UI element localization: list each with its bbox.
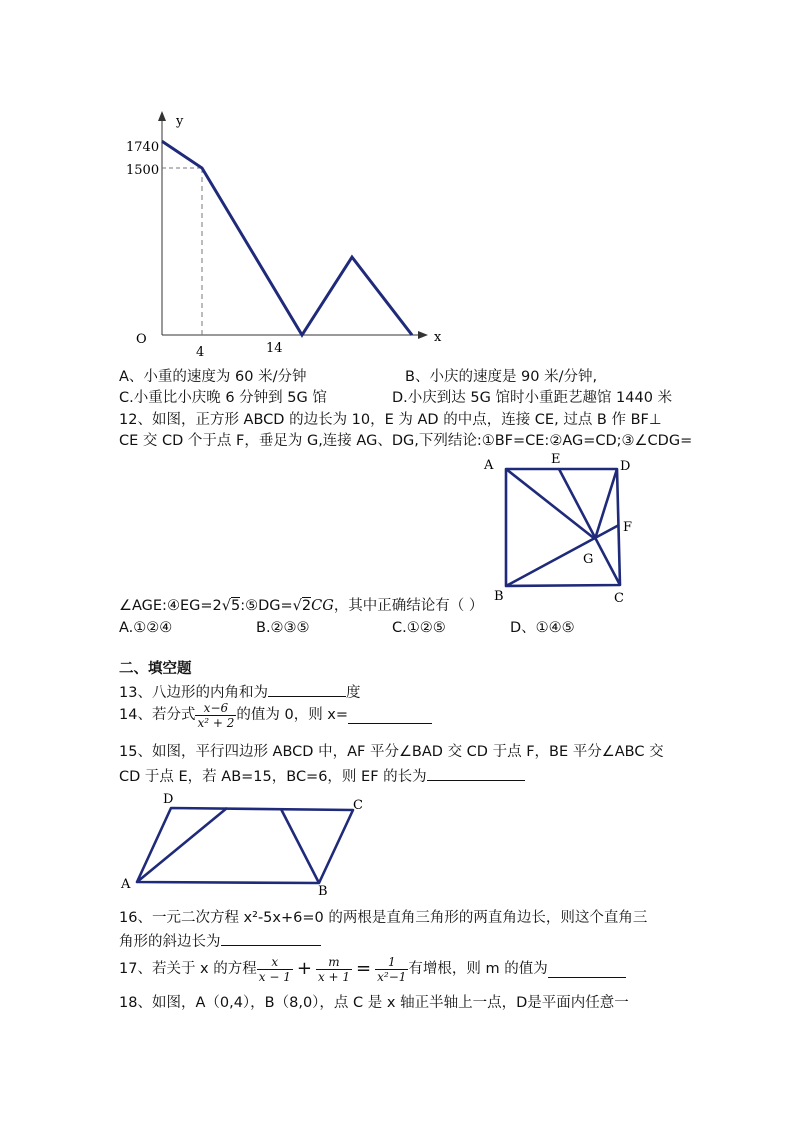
graph-line [162,141,412,335]
q17-equals: = [356,958,372,979]
q15-line1: 15、如图，平行四边形 ABCD 中，AF 平分∠BAD 交 CD 于点 F，BE 平分∠ABC 交 [119,744,664,760]
label-b: B [318,884,328,899]
q17-f1-den: x − 1 [258,969,291,984]
q16-answer-blank[interactable] [221,929,321,946]
q15-answer-blank[interactable] [427,764,525,781]
x-tick-14: 14 [266,341,283,356]
y-axis-arrow [158,111,166,121]
q16-line2 [119,929,321,952]
x-axis-label: x [434,330,442,345]
label-a: A [121,877,131,892]
segment-bf [506,525,619,586]
q17-text: 17、若关于 x 的方程 [119,961,257,977]
y-tick-1740: 1740 [126,140,160,155]
q12-sqrt-5: 5 [230,598,241,614]
q15-line2 [119,764,525,787]
q14 [119,697,432,733]
q13-text: 13、八边形的内角和为 [119,685,268,701]
q16-line2-text: 角形的斜边长为 [119,934,221,950]
origin-label: O [136,332,147,347]
segment-af [137,808,227,882]
q14-text-post: 的值为 0，则 x= [236,707,349,723]
sqrt-sign: √ [221,598,231,614]
q18-line1: 18、如图，A（0,4），B（8,0），点 C 是 x 轴正半轴上一点，D是平面内任意一 [119,995,629,1011]
label-d: D [620,459,631,474]
q11-option-a: A、小重的速度为 60 米/分钟 [119,369,307,385]
label-c: C [353,798,363,813]
x-axis-arrow [418,331,428,339]
q15-line2-text: CD 于点 E，若 AB=15，BC=6，则 EF 的长为 [119,769,427,785]
q11-option-b: B、小庆的速度是 90 米/分钟, [405,369,598,385]
x-tick-4: 4 [196,345,205,360]
q17-fraction-3 [375,955,408,984]
label-d: D [163,792,174,807]
q17-f3-den: x²−1 [377,969,407,984]
parallelogram-outline [137,808,353,883]
label-a: A [484,458,494,473]
q17-f2-num: m [316,955,352,970]
label-c: C [614,591,624,606]
q12-sqrt-2: 2 [301,598,312,614]
q13-unit: 度 [345,685,361,701]
q11-option-c: C.小重比小庆晚 6 分钟到 5G 馆 [119,390,327,406]
square-abcd-figure [480,448,650,608]
q12-line1: 12、如图，正方形 ABCD 的边长为 10，E 为 AD 的中点，连接 CE, 过点 B 作 BF⊥ [119,412,662,428]
q17-answer-blank[interactable] [548,961,626,978]
q12-line3-mid: :⑤DG= [240,598,293,614]
y-axis-label: y [176,114,184,129]
q12-line2: CE 交 CD 个于点 F，垂足为 G,连接 AG、DG,下列结论:①BF=CE:②AG=CD;③∠CDG= [119,433,693,449]
q14-text: 14、若分式 [119,707,196,723]
q12-line3-pre: ∠AGE:④EG=2 [119,598,222,614]
label-f: F [623,520,633,535]
q11-option-d: D.小庆到达 5G 馆时小重距艺趣馆 1440 米 [392,390,673,406]
q17-plus: + [296,958,312,979]
q14-answer-blank[interactable] [348,707,432,724]
q14-denominator: x² + 2 [197,715,235,730]
label-b: B [494,589,504,604]
section-title-fill-blank: 二、填空题 [119,661,192,677]
q12-option-c: C.①②⑤ [392,620,446,636]
q13-answer-blank[interactable] [268,680,346,697]
label-e: E [551,452,561,467]
parallelogram-figure [115,790,375,900]
q17-fraction-1 [257,955,293,984]
q12-option-b: B.②③⑤ [256,620,310,636]
q17-f2-den: x + 1 [317,969,351,984]
q12-line3-post: ，其中正确结论有（ ） [333,598,484,614]
q17 [119,950,626,988]
sqrt-sign: √ [292,598,302,614]
q12-option-d: D、①④⑤ [510,620,575,636]
q17-text-post: 有增根，则 m 的值为 [408,961,548,977]
q17-f1-num: x [257,955,293,970]
q17-f3-num: 1 [375,955,408,970]
q12-line3 [119,596,483,616]
distance-time-graph [120,105,450,365]
q14-numerator: x−6 [195,701,236,716]
q12-option-a: A.①②④ [119,620,173,636]
q17-fraction-2 [316,955,352,984]
q16-line1: 16、一元二次方程 x²-5x+6=0 的两根是直角三角形的两直角边长，则这个直角三 [119,910,648,926]
label-g: G [583,552,594,567]
square-outline [506,469,620,586]
segment-be [281,809,319,883]
q14-fraction [195,701,236,730]
y-tick-1500: 1500 [126,163,160,178]
segment-ag [506,469,595,539]
q12-cg: CG [311,598,334,614]
